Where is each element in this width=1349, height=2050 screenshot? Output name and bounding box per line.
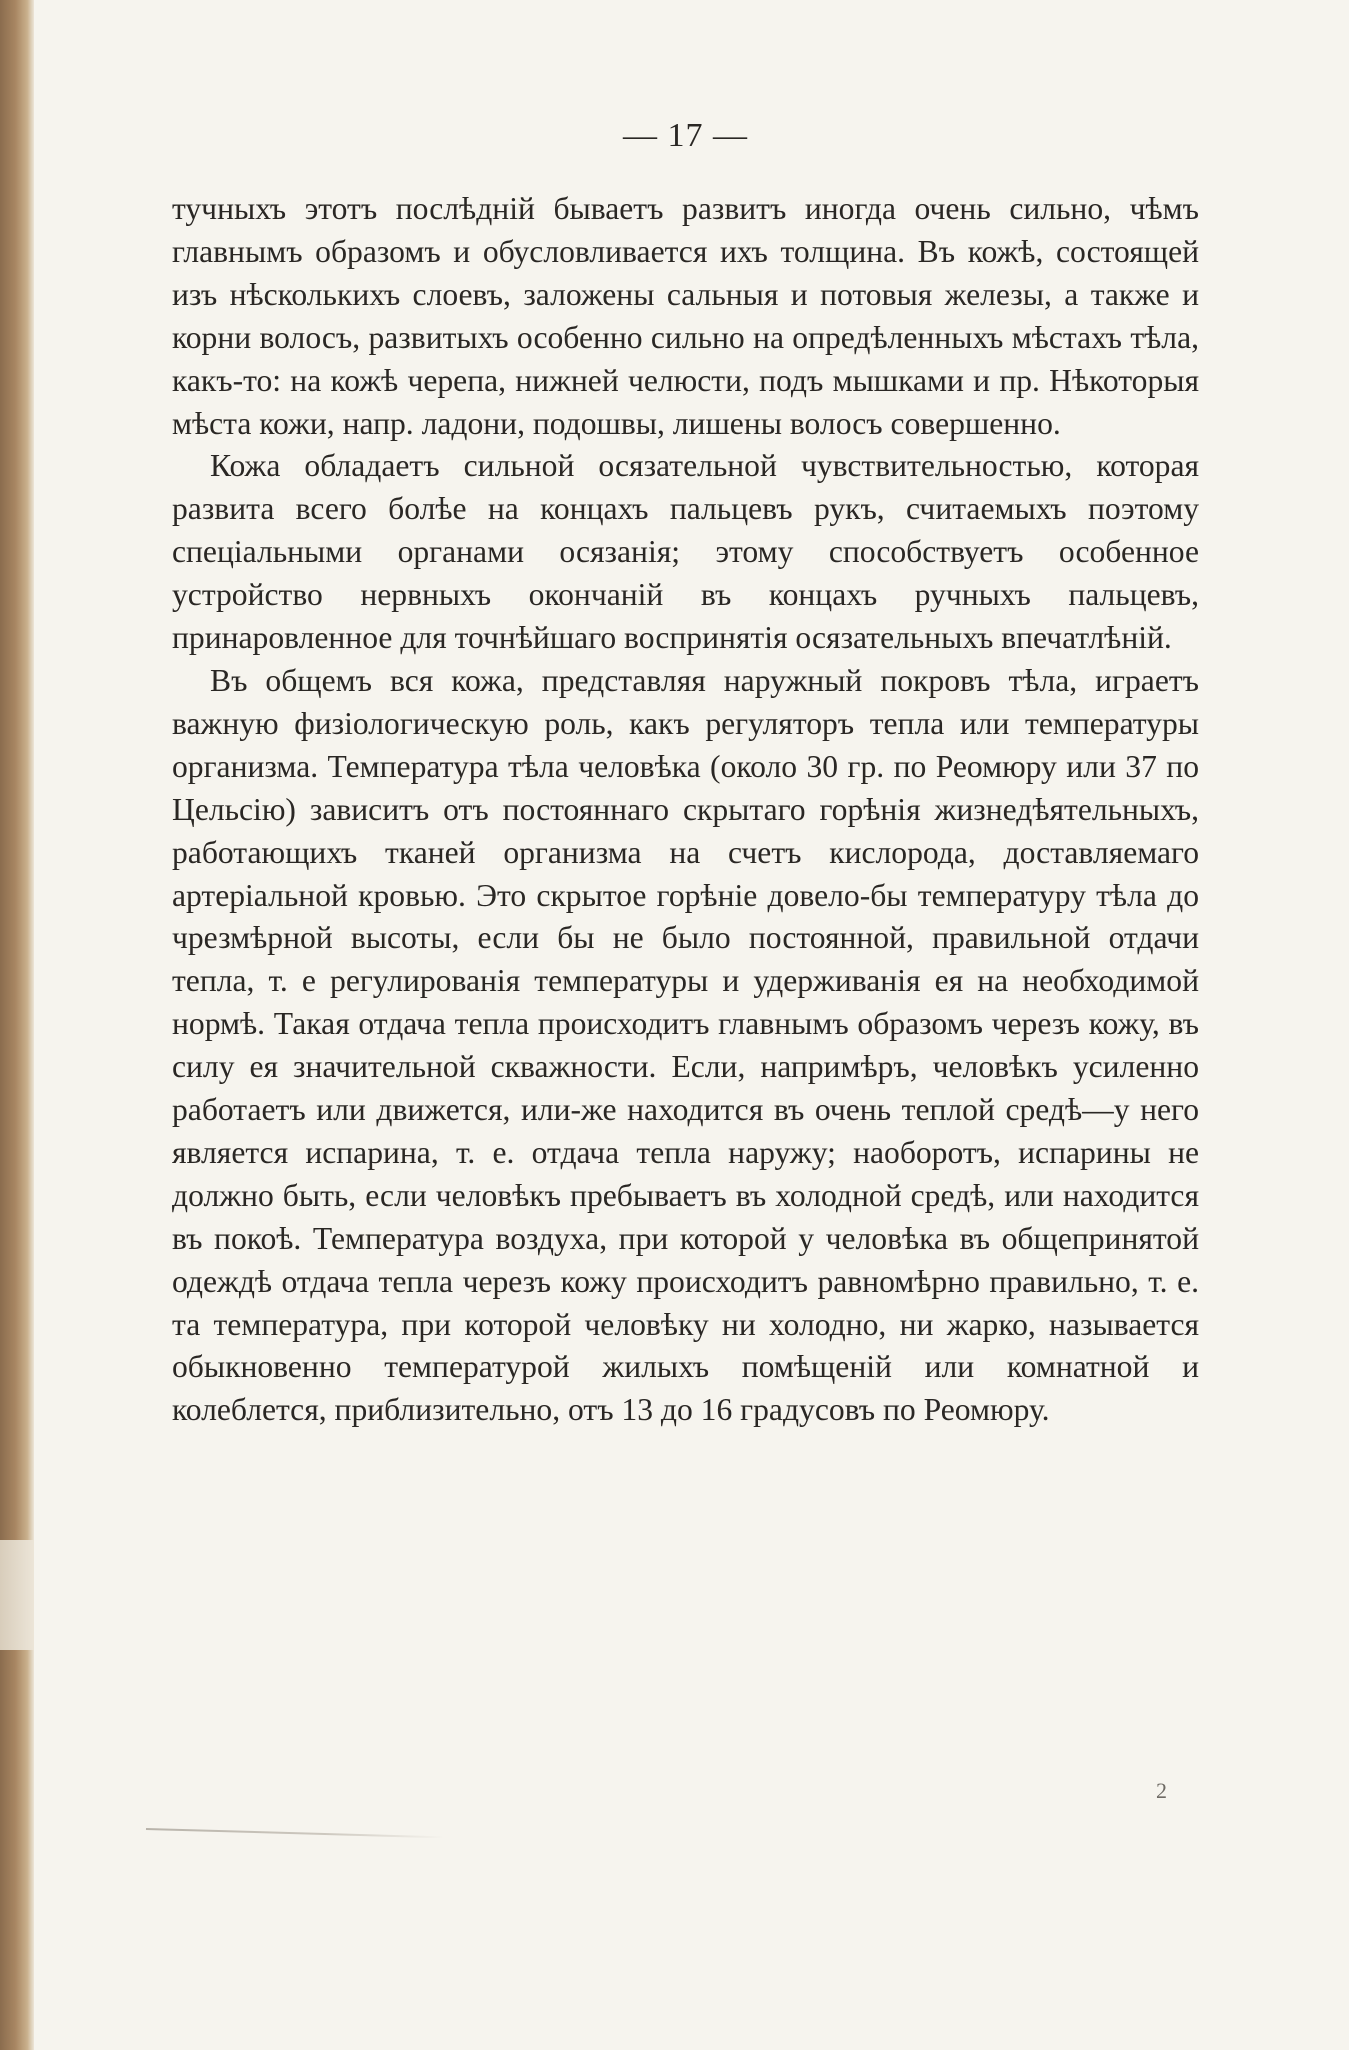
book-page — [172, 112, 1199, 1432]
signature-mark: 2 — [1156, 1778, 1167, 1803]
paragraph-2: Кожа обладаетъ сильной осязательной чувствительностью, которая развита всего болѣе на концахъ пальцевъ рукъ, считаемыхъ поэтому спеціальными органами осязанія; этому способствуетъ особенное устройство нервныхъ окончаній въ концахъ ручныхъ пальцевъ, принаровленное для точнѣйшаго воспринятія осязательныхъ впечатлѣній. — [172, 448, 1199, 656]
body-text — [172, 188, 1199, 1432]
binding-wear-mark — [0, 1540, 34, 1650]
decorative-rule — [146, 1828, 444, 1838]
page-number: — 17 — — [623, 117, 748, 154]
paragraph-1: тучныхъ этотъ послѣдній бываетъ развитъ иногда очень сильно, чѣмъ главнымъ образомъ и обусловливается ихъ толщина. Въ кожѣ, состоящей изъ нѣсколькихъ слоевъ, заложены сальныя и потовыя железы, а также и корни волосъ, развитыхъ особенно сильно на опредѣленныхъ мѣстахъ тѣла, какъ-то: на кожѣ черепа, нижней челюсти, подъ мышками и пр. Нѣкоторыя мѣста кожи, напр. ладони, подошвы, лишены волосъ совершенно. — [172, 191, 1199, 441]
paragraph-3: Въ общемъ вся кожа, представляя наружный покровъ тѣла, играетъ важную физіологическую роль, какъ регуляторъ тепла или температуры организма. Температура тѣла человѣка (около 30 гр. по Реомюру или 37 по Цельсію) зависитъ отъ постояннаго скрытаго горѣнія жизнедѣятельныхъ, работающихъ тканей организма на счетъ кислорода, доставляемаго артеріальной кровью. Это скрытое горѣніе довело-бы температуру тѣла до чрезмѣрной высоты, если бы не было постоянной, правильной отдачи тепла, т. е регулированія температуры и удерживанія ея на необходимой нормѣ. Такая отдача тепла происходитъ главнымъ образомъ черезъ кожу, въ силу ея значительной скважности. Если, напримѣръ, человѣкъ усиленно работаетъ или движется, или-же находится въ очень теплой средѣ—у него является испарина, т. е. отдача тепла наружу; наоборотъ, испарины не должно быть, если человѣкъ пребываетъ въ холодной средѣ, или находится въ покоѣ. Температура воздуха, при которой у человѣка въ общепринятой одеждѣ отдача тепла черезъ кожу происходитъ равномѣрно правильно, т. е. та температура, при которой человѣку ни холодно, ни жарко, называется обыкновенно температурой жилыхъ помѣщеній или комнатной и колеблется, приблизительно, отъ 13 до 16 градусовъ по Реомюру. — [172, 662, 1199, 1428]
book-binding-edge — [0, 0, 34, 2050]
